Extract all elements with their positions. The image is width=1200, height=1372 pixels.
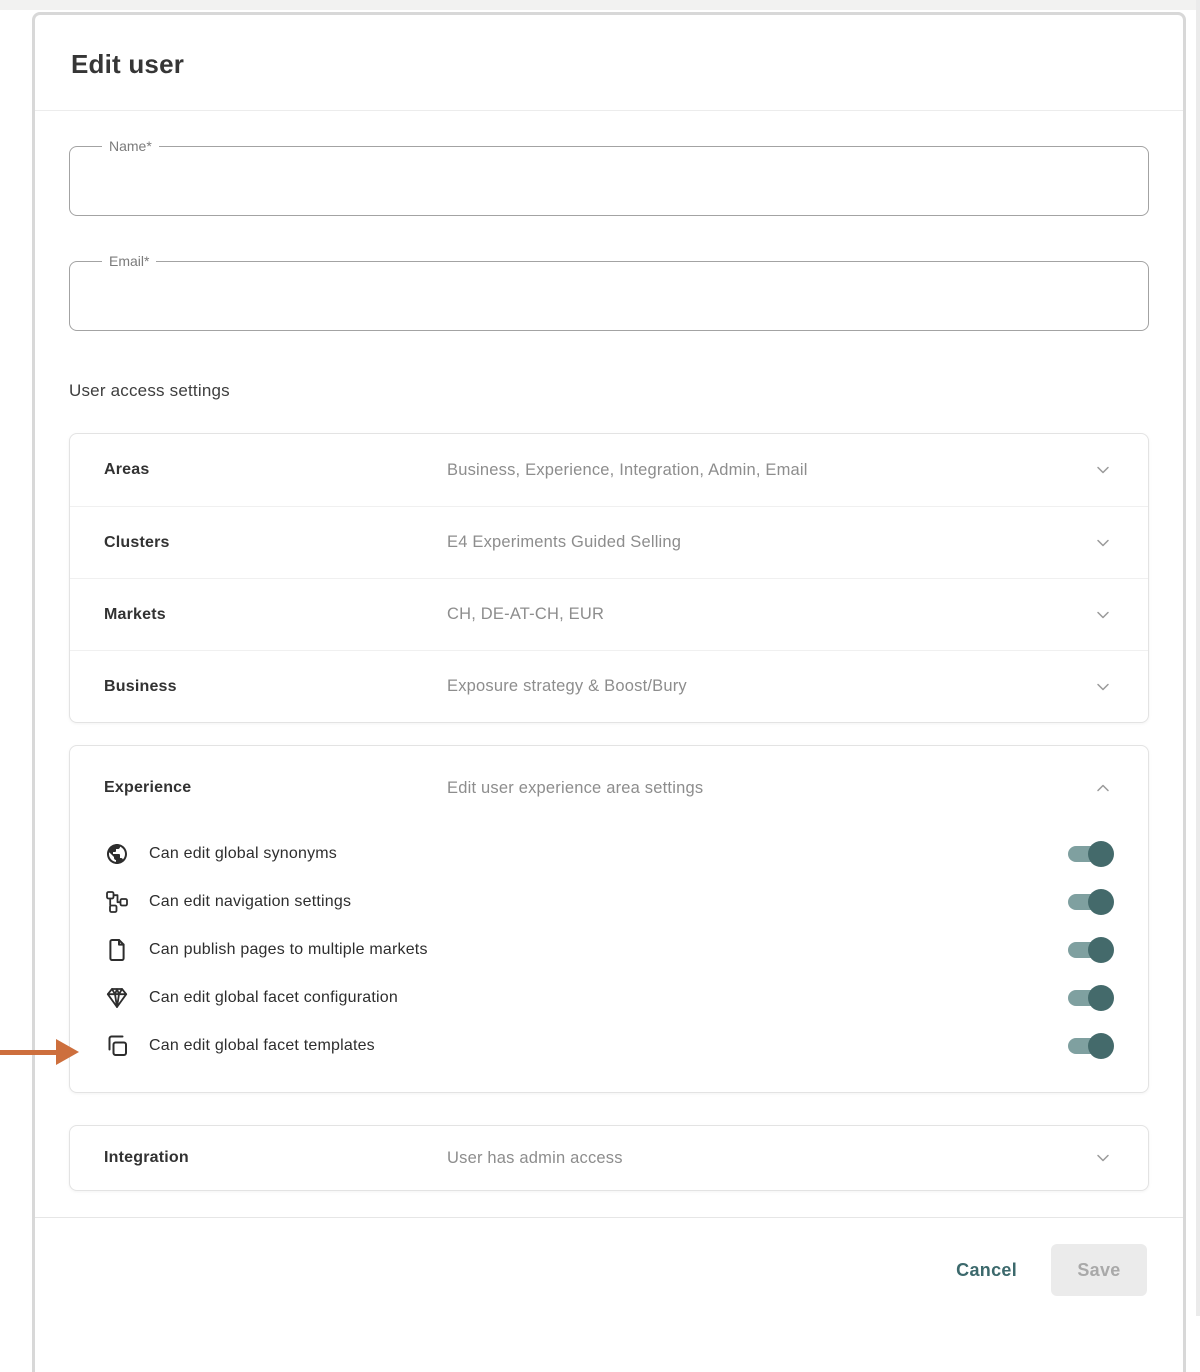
perm-label: Can edit global synonyms (149, 845, 338, 862)
perm-row-facet-templates (70, 1022, 1148, 1070)
section-heading: User access settings (69, 381, 230, 400)
row-label: Areas (104, 461, 150, 478)
chevron-down-icon[interactable] (1092, 676, 1114, 698)
access-row-markets[interactable] (70, 578, 1148, 650)
email-field[interactable] (69, 253, 1149, 331)
cancel-button[interactable]: Cancel (956, 1259, 1017, 1280)
hierarchy-icon (104, 889, 130, 915)
perm-label: Can edit global facet configuration (149, 989, 398, 1006)
integration-row[interactable] (70, 1126, 1148, 1190)
perm-row-publish-pages (70, 926, 1148, 974)
perm-row-navigation-settings (70, 878, 1148, 926)
perm-label: Can edit global facet templates (149, 1037, 375, 1054)
arrow-head (56, 1039, 79, 1065)
toggle-publish-pages[interactable] (1068, 942, 1108, 958)
arrow-line (0, 1050, 58, 1055)
dialog-header (35, 15, 1183, 111)
page-right-edge (1196, 0, 1200, 1316)
diamond-icon (104, 985, 130, 1011)
chevron-down-icon[interactable] (1092, 1147, 1114, 1169)
integration-card (69, 1125, 1149, 1191)
row-value: User has admin access (447, 1148, 623, 1167)
email-input[interactable] (84, 269, 1134, 313)
dialog-body (35, 138, 1183, 1191)
toggle-global-synonyms[interactable] (1068, 846, 1108, 862)
access-settings-card (69, 433, 1149, 723)
row-value: Exposure strategy & Boost/Bury (447, 677, 687, 695)
perm-row-global-synonyms (70, 830, 1148, 878)
experience-header-row[interactable] (70, 746, 1148, 830)
permission-list (70, 830, 1148, 1092)
access-row-business[interactable] (70, 650, 1148, 722)
row-value: E4 Experiments Guided Selling (447, 533, 682, 551)
page-top-strip (0, 0, 1200, 10)
name-field[interactable] (69, 138, 1149, 216)
row-label: Clusters (104, 533, 170, 551)
row-label: Markets (104, 605, 166, 623)
perm-row-facet-configuration (70, 974, 1148, 1022)
chevron-up-icon[interactable] (1092, 777, 1114, 799)
name-field-label: Name* (109, 138, 152, 154)
dialog-title: Edit user (71, 49, 185, 79)
toggle-facet-templates[interactable] (1068, 1038, 1108, 1054)
perm-label: Can publish pages to multiple markets (149, 941, 428, 958)
row-label: Business (104, 677, 177, 695)
chevron-down-icon[interactable] (1092, 604, 1114, 626)
globe-icon (104, 841, 130, 867)
annotation-arrow-pointer (0, 1039, 80, 1065)
access-row-areas[interactable] (70, 434, 1148, 506)
toggle-facet-configuration[interactable] (1068, 990, 1108, 1006)
row-value: Business, Experience, Integration, Admin, Email (447, 460, 808, 479)
dialog-footer (35, 1217, 1183, 1336)
chevron-down-icon[interactable] (1092, 459, 1114, 481)
toggle-navigation-settings[interactable] (1068, 894, 1108, 910)
row-label: Integration (104, 1149, 189, 1166)
experience-card (69, 745, 1149, 1093)
toggle-thumb (1088, 841, 1114, 867)
perm-label: Can edit navigation settings (149, 893, 352, 910)
row-label: Experience (104, 779, 192, 796)
toggle-thumb (1088, 985, 1114, 1011)
save-button[interactable]: Save (1051, 1244, 1147, 1296)
row-value: Edit user experience area settings (447, 778, 704, 797)
name-input[interactable] (84, 154, 1134, 198)
email-field-label: Email* (109, 253, 150, 269)
copy-pages-icon (104, 1033, 130, 1059)
toggle-thumb (1088, 889, 1114, 915)
row-value: CH, DE-AT-CH, EUR (447, 605, 605, 623)
chevron-down-icon[interactable] (1092, 532, 1114, 554)
access-row-clusters[interactable] (70, 506, 1148, 578)
edit-user-dialog (32, 12, 1186, 1372)
page-icon (104, 937, 130, 963)
toggle-thumb (1088, 937, 1114, 963)
toggle-thumb (1088, 1033, 1114, 1059)
